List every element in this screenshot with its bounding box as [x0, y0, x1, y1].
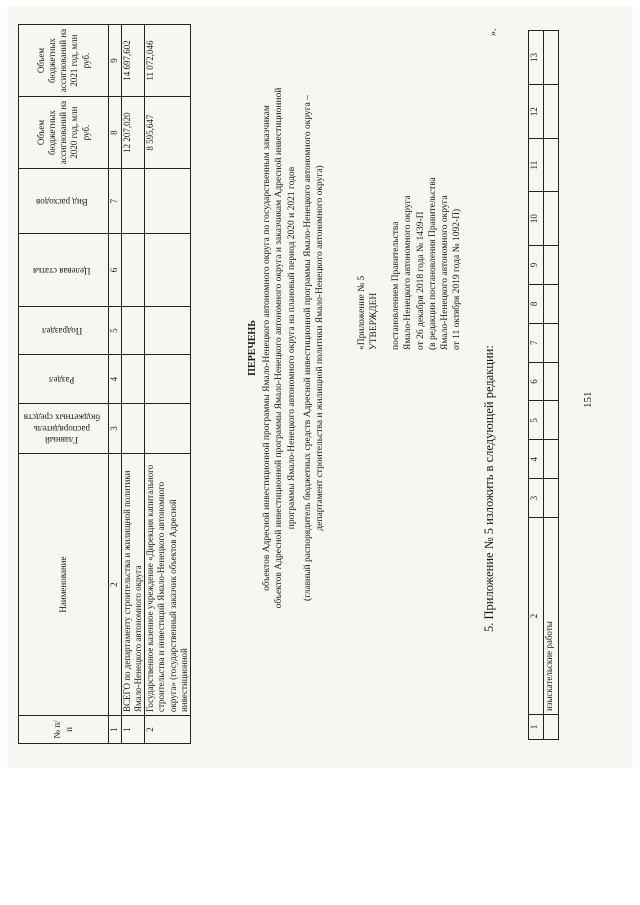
appendix-line: Ямало-Ненецкого автономного округа [439, 195, 450, 350]
prev-col-2: 2 [529, 518, 544, 715]
appendix-line: «Приложение № 5 [357, 275, 367, 350]
prev-col-9: 9 [529, 246, 544, 285]
header-grbs: Главный распорядитель бюджетных средств [19, 403, 109, 453]
main-table-header-row [19, 25, 109, 744]
header-num: № п/п [19, 716, 109, 744]
appendix-line: постановлением Правительства [391, 221, 402, 350]
header-section: Раздел [19, 355, 109, 404]
document-title [246, 68, 327, 628]
index-cell: 5 [109, 306, 121, 355]
header-exp-type: Вид расходов [19, 169, 109, 234]
rotated-document [8, 6, 632, 768]
index-cell: 2 [109, 454, 121, 716]
index-cell: 7 [109, 169, 121, 234]
header-name: Наименование [19, 454, 109, 716]
previous-table-row [544, 31, 559, 740]
index-cell: 3 [109, 403, 121, 453]
appendix-line: от 26 декабря 2018 года № 1439-П [415, 211, 426, 350]
amendment-instruction: 5. Приложение № 5 изложить в следующей редакции: [482, 345, 496, 632]
previous-table [528, 30, 559, 740]
row-vol-2021: 14 697,602 [121, 25, 145, 97]
title-line: программы Ямало-Ненецкого автономного округа на плановый период 2020 и 2021 годов [286, 166, 297, 530]
row-name: Государственное казенное учреждение «Дирекция капитального строительства и инвестиций Ямало-Ненецкого автономного округа» (государственный заказчик объектов Адресной инвестиционной [145, 454, 191, 716]
title-line: объектов Адресной инвестиционной программы Ямало-Ненецкого автономного округа и заказчикам Адресной инвестиционной [274, 87, 285, 609]
prev-col-3: 3 [529, 479, 544, 518]
appendix-line: (в редакции постановления Правительства [427, 177, 438, 350]
previous-table-header-row [529, 31, 544, 740]
index-cell: 8 [109, 97, 121, 169]
appendix-stamp [356, 177, 463, 350]
prev-col-13: 13 [529, 31, 544, 85]
prev-col-12: 12 [529, 85, 544, 139]
prev-col-4: 4 [529, 440, 544, 479]
appendix-line: Ямало-Ненецкого автономного округа [403, 195, 414, 350]
prev-col-11: 11 [529, 139, 544, 192]
header-target: Целевая статья [19, 234, 109, 307]
prev-row-text: изыскательские работы [544, 518, 559, 715]
header-subsection: Подраздел [19, 306, 109, 355]
row-vol-2020: 8 595,647 [145, 97, 191, 169]
row-name: ВСЕГО по департаменту строительства и жилищной политики Ямало-Ненецкого автономного округа [121, 454, 145, 716]
prev-col-7: 7 [529, 323, 544, 362]
index-cell: 4 [109, 355, 121, 404]
prev-col-8: 8 [529, 284, 544, 323]
index-cell: 9 [109, 25, 121, 97]
prev-col-5: 5 [529, 401, 544, 440]
row-vol-2020: 12 207,020 [121, 97, 145, 169]
row-num: 1 [121, 716, 145, 744]
row-vol-2021: 11 072,046 [145, 25, 191, 97]
title-heading: ПЕРЕЧЕНЬ [247, 320, 258, 376]
title-line: (главный распорядитель бюджетных средств Адресной инвестиционной программы Ямало-Ненецкого автономного округа – [303, 95, 314, 601]
header-vol-2021: Объем бюджетных ассигнований на 2021 год, млн руб. [19, 25, 109, 97]
closing-quote: ». [488, 28, 499, 36]
prev-col-6: 6 [529, 362, 544, 401]
header-vol-2020: Объем бюджетных ассигнований на 2020 год, млн руб. [19, 97, 109, 169]
table-row [121, 25, 145, 744]
title-line: департамент строительства и жилищной политики Ямало-Ненецкого автономного округа) [315, 165, 326, 531]
index-cell: 6 [109, 234, 121, 307]
prev-col-1: 1 [529, 715, 544, 740]
page-number: 151 [582, 391, 594, 408]
table-row [145, 25, 191, 744]
main-table-index-row [109, 25, 121, 744]
appendix-line: от 11 октября 2019 года № 1092-П) [452, 208, 463, 350]
index-cell: 1 [109, 716, 121, 744]
row-num: 2 [145, 716, 191, 744]
appendix-line: УТВЕРЖДЕН [369, 292, 380, 350]
prev-col-10: 10 [529, 192, 544, 246]
main-table [18, 24, 191, 744]
title-line: объектов Адресной инвестиционной программы Ямало-Ненецкого автономного округа по государственным заказчикам [262, 105, 272, 591]
